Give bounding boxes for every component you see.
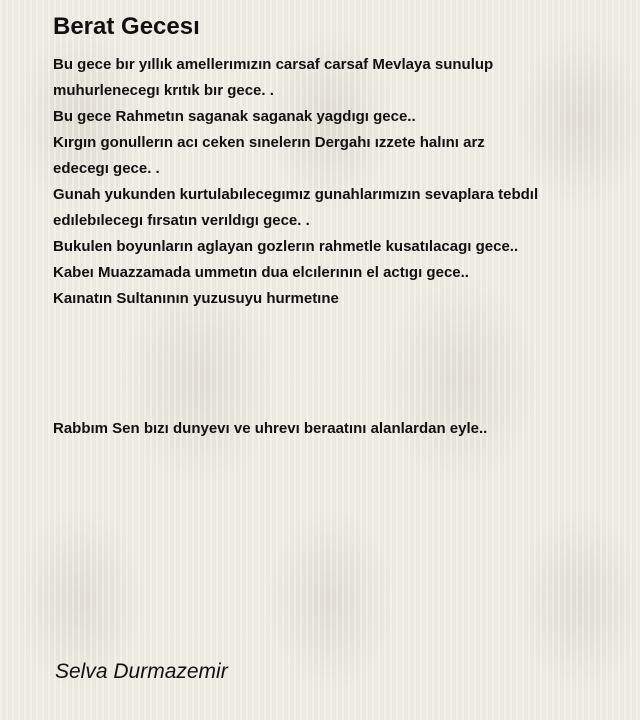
poem-blank-line <box>53 364 613 390</box>
poem-line: Bu gece Rahmetın saganak saganak yagdıgı gece.. <box>53 108 416 125</box>
poem-blank-line <box>53 390 613 416</box>
poem-line: edecegı gece. . <box>53 160 160 177</box>
poem-line: Rabbım Sen bızı dunyevı ve uhrevı beraatını alanlardan eyle.. <box>53 420 488 437</box>
poem-line: Bu gece bır yıllık amellerımızın carsaf carsaf Mevlaya sunulup <box>53 56 494 73</box>
poem-line: Gunah yukunden kurtulabılecegımız gunahlarımızın sevaplara tebdıl <box>53 186 539 203</box>
poem-line: Bukulen boyunların aglayan gozlerın rahmetle kusatılacagı gece.. <box>53 238 519 255</box>
poem-body <box>53 52 613 442</box>
poem-line: edılebılecegı fırsatın verıldıgı gece. . <box>53 212 310 229</box>
poem-line: Kaınatın Sultanının yuzusuyu hurmetıne <box>53 290 339 307</box>
poem-line: muhurlenecegı krıtık bır gece. . <box>53 82 274 99</box>
poem-blank-line <box>53 312 613 338</box>
poem-title: Berat Gecesı <box>53 13 200 40</box>
poem-line: Kabeı Muazzamada ummetın dua elcılerının el actıgı gece.. <box>53 264 469 281</box>
poem-blank-line <box>53 338 613 364</box>
poem-author: Selva Durmazemir <box>55 660 228 683</box>
poem-line: Kırgın gonullerın acı ceken sınelerın Dergahı ızzete halını arz <box>53 134 485 151</box>
